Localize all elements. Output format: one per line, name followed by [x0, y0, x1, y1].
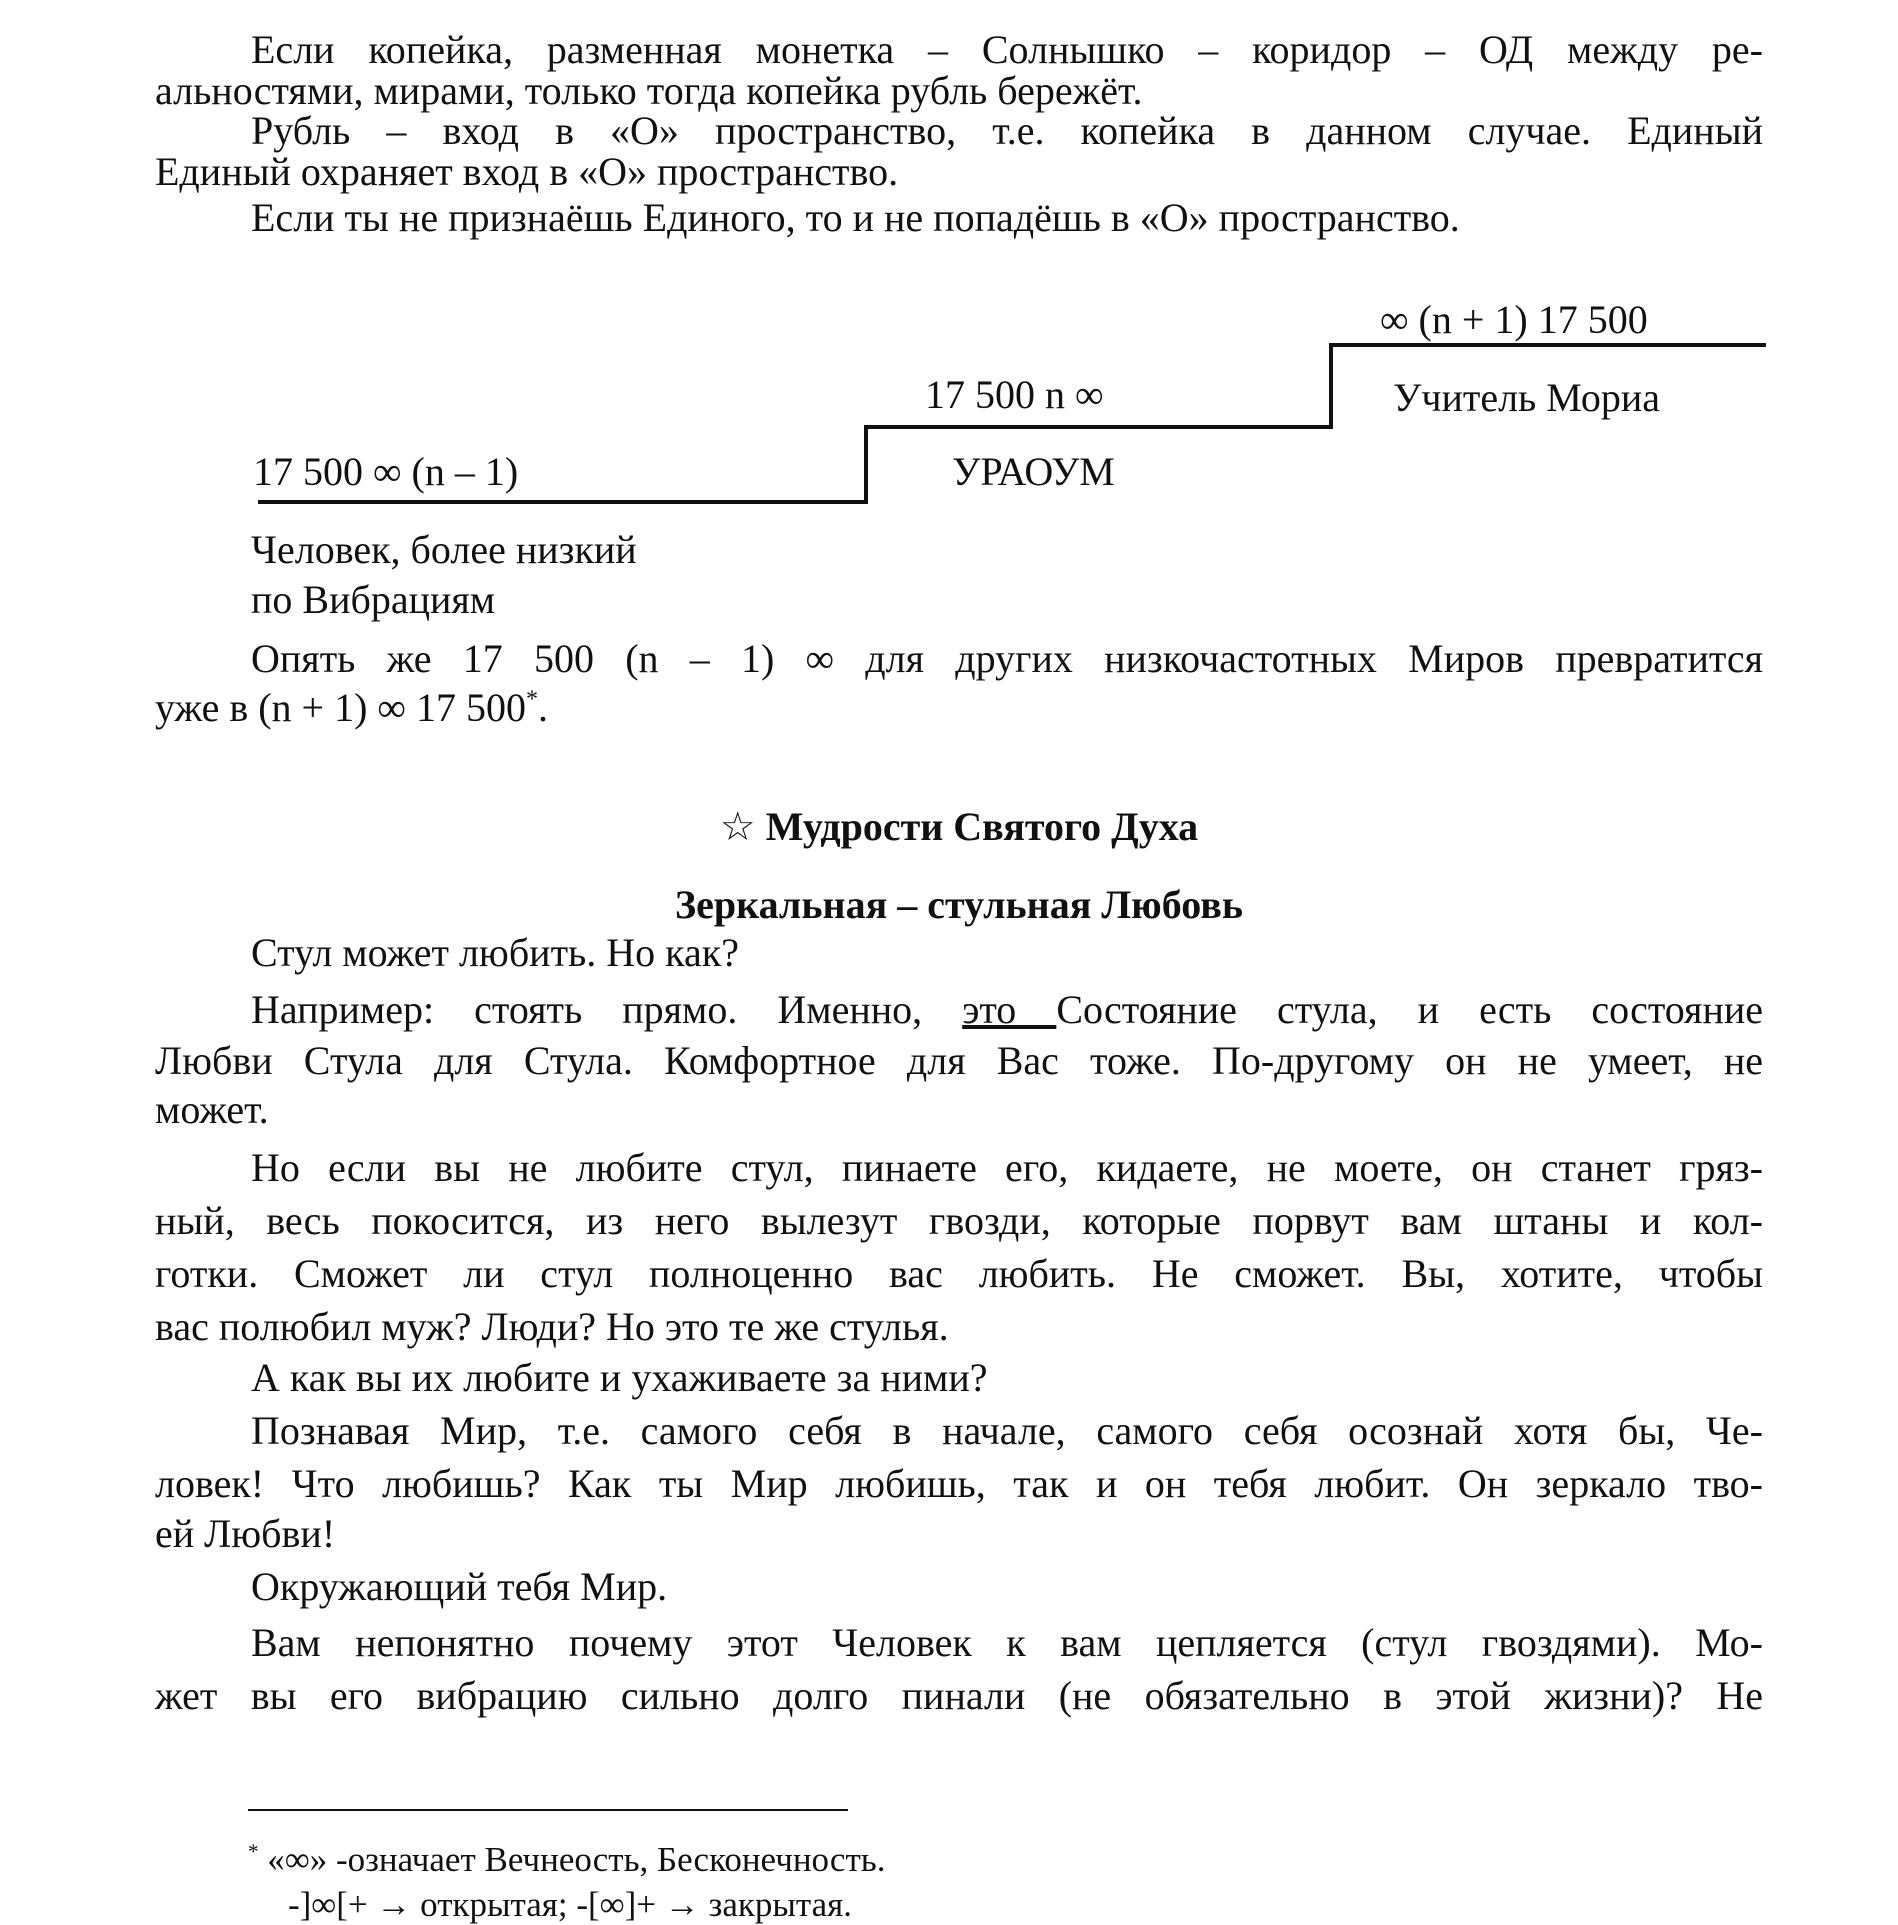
text-line-5: Если ты не признаёшь Единого, то и не попадёшь в «О» пространство.	[251, 195, 1460, 240]
footnote-star: *	[248, 1839, 259, 1864]
body-line-15: жет вы его вибрацию сильно долго пинали (не обязательно в этой жизни)? Не	[155, 1673, 1763, 1718]
body-line-12: ей Любви!	[155, 1511, 336, 1556]
text-line-2: альностями, мирами, только тогда копейка рубль бережёт.	[155, 68, 1143, 113]
diagram-middle-label: 17 500 n ∞	[925, 372, 1104, 417]
diagram-bottom-center-label: УРАОУМ	[952, 449, 1115, 494]
heading-wisdom	[155, 802, 1763, 852]
text-line-3: Рубль – вход в «О» пространство, т.е. копейка в данном случае. Единый	[251, 108, 1763, 153]
body-line-8: вас полюбил муж? Люди? Но это те же стулья.	[155, 1304, 949, 1349]
heading-mirror-love: Зеркальная – стульная Любовь	[675, 882, 1243, 927]
diagram-left-label: 17 500 ∞ (n – 1)	[253, 449, 519, 494]
footnote-text-1: «∞» -означает Вечнеость, Бесконечность.	[267, 1840, 886, 1879]
footnote-line-2: -]∞[+ → открытая; -[∞]+ → закрытая.	[288, 1885, 852, 1924]
body-line-7: готки. Сможет ли стул полноценно вас любить. Не сможет. Вы, хотите, чтобы	[155, 1251, 1763, 1296]
text-line-after-3: Опять же 17 500 (n – 1) ∞ для других низкочастотных Миров превратится	[251, 636, 1763, 681]
body-line-13: Окружающий тебя Мир.	[251, 1564, 668, 1609]
staircase-diagram	[0, 0, 1898, 520]
body-line-9: А как вы их любите и ухаживаете за ними?	[251, 1355, 988, 1400]
body-line-3: Любви Стула для Стула. Комфортное для Вас тоже. По-другому он не умеет, не	[155, 1038, 1763, 1083]
body-line-6: ный, весь покосится, из него вылезут гвозди, которые порвут вам штаны и кол-	[155, 1198, 1763, 1243]
footnote-line-1	[248, 1840, 1748, 1880]
body-line-11: ловек! Что любишь? Как ты Мир любишь, так и он тебя любит. Он зеркало тво-	[155, 1461, 1763, 1506]
diagram-right-label: Учитель Мориа	[1393, 375, 1661, 420]
body-line-1: Стул может любить. Но как?	[251, 930, 739, 975]
text-line-after-4-end: .	[537, 685, 548, 730]
underlined-word: это	[962, 987, 1057, 1032]
text-line-after-4	[155, 683, 1763, 733]
footnote-marker: *	[525, 686, 538, 713]
footnote-separator	[248, 1809, 848, 1811]
body-line-2	[251, 985, 1763, 1035]
body-line-10: Познавая Мир, т.е. самого себя в начале, самого себя осознай хотя бы, Че-	[251, 1408, 1763, 1453]
body-line-4: может.	[155, 1087, 269, 1132]
text-line-1: Если копейка, разменная монетка – Солнышко – коридор – ОД между ре-	[251, 27, 1763, 72]
body-line-14: Вам непонятно почему этот Человек к вам цепляется (стул гвоздями). Мо-	[251, 1620, 1763, 1665]
text-line-4: Единый охраняет вход в «О» пространство.	[155, 149, 899, 194]
body-line-2-a: Например: стоять прямо. Именно,	[251, 987, 923, 1032]
body-line-2-b: Состояние стула, и есть состояние	[1056, 987, 1764, 1032]
body-line-5: Но если вы не любите стул, пинаете его, кидаете, не моете, он станет гряз-	[251, 1145, 1763, 1190]
heading-wisdom-text: Мудрости Святого Духа	[765, 804, 1199, 849]
diagram-top-right-label: ∞ (n + 1) 17 500	[1380, 297, 1648, 342]
text-line-after-1: Человек, более низкий	[251, 527, 637, 572]
star-icon: ☆	[719, 804, 756, 849]
text-line-after-2: по Вибрациям	[251, 577, 496, 622]
text-line-after-4-text: уже в (n + 1) ∞ 17 500	[155, 685, 526, 730]
